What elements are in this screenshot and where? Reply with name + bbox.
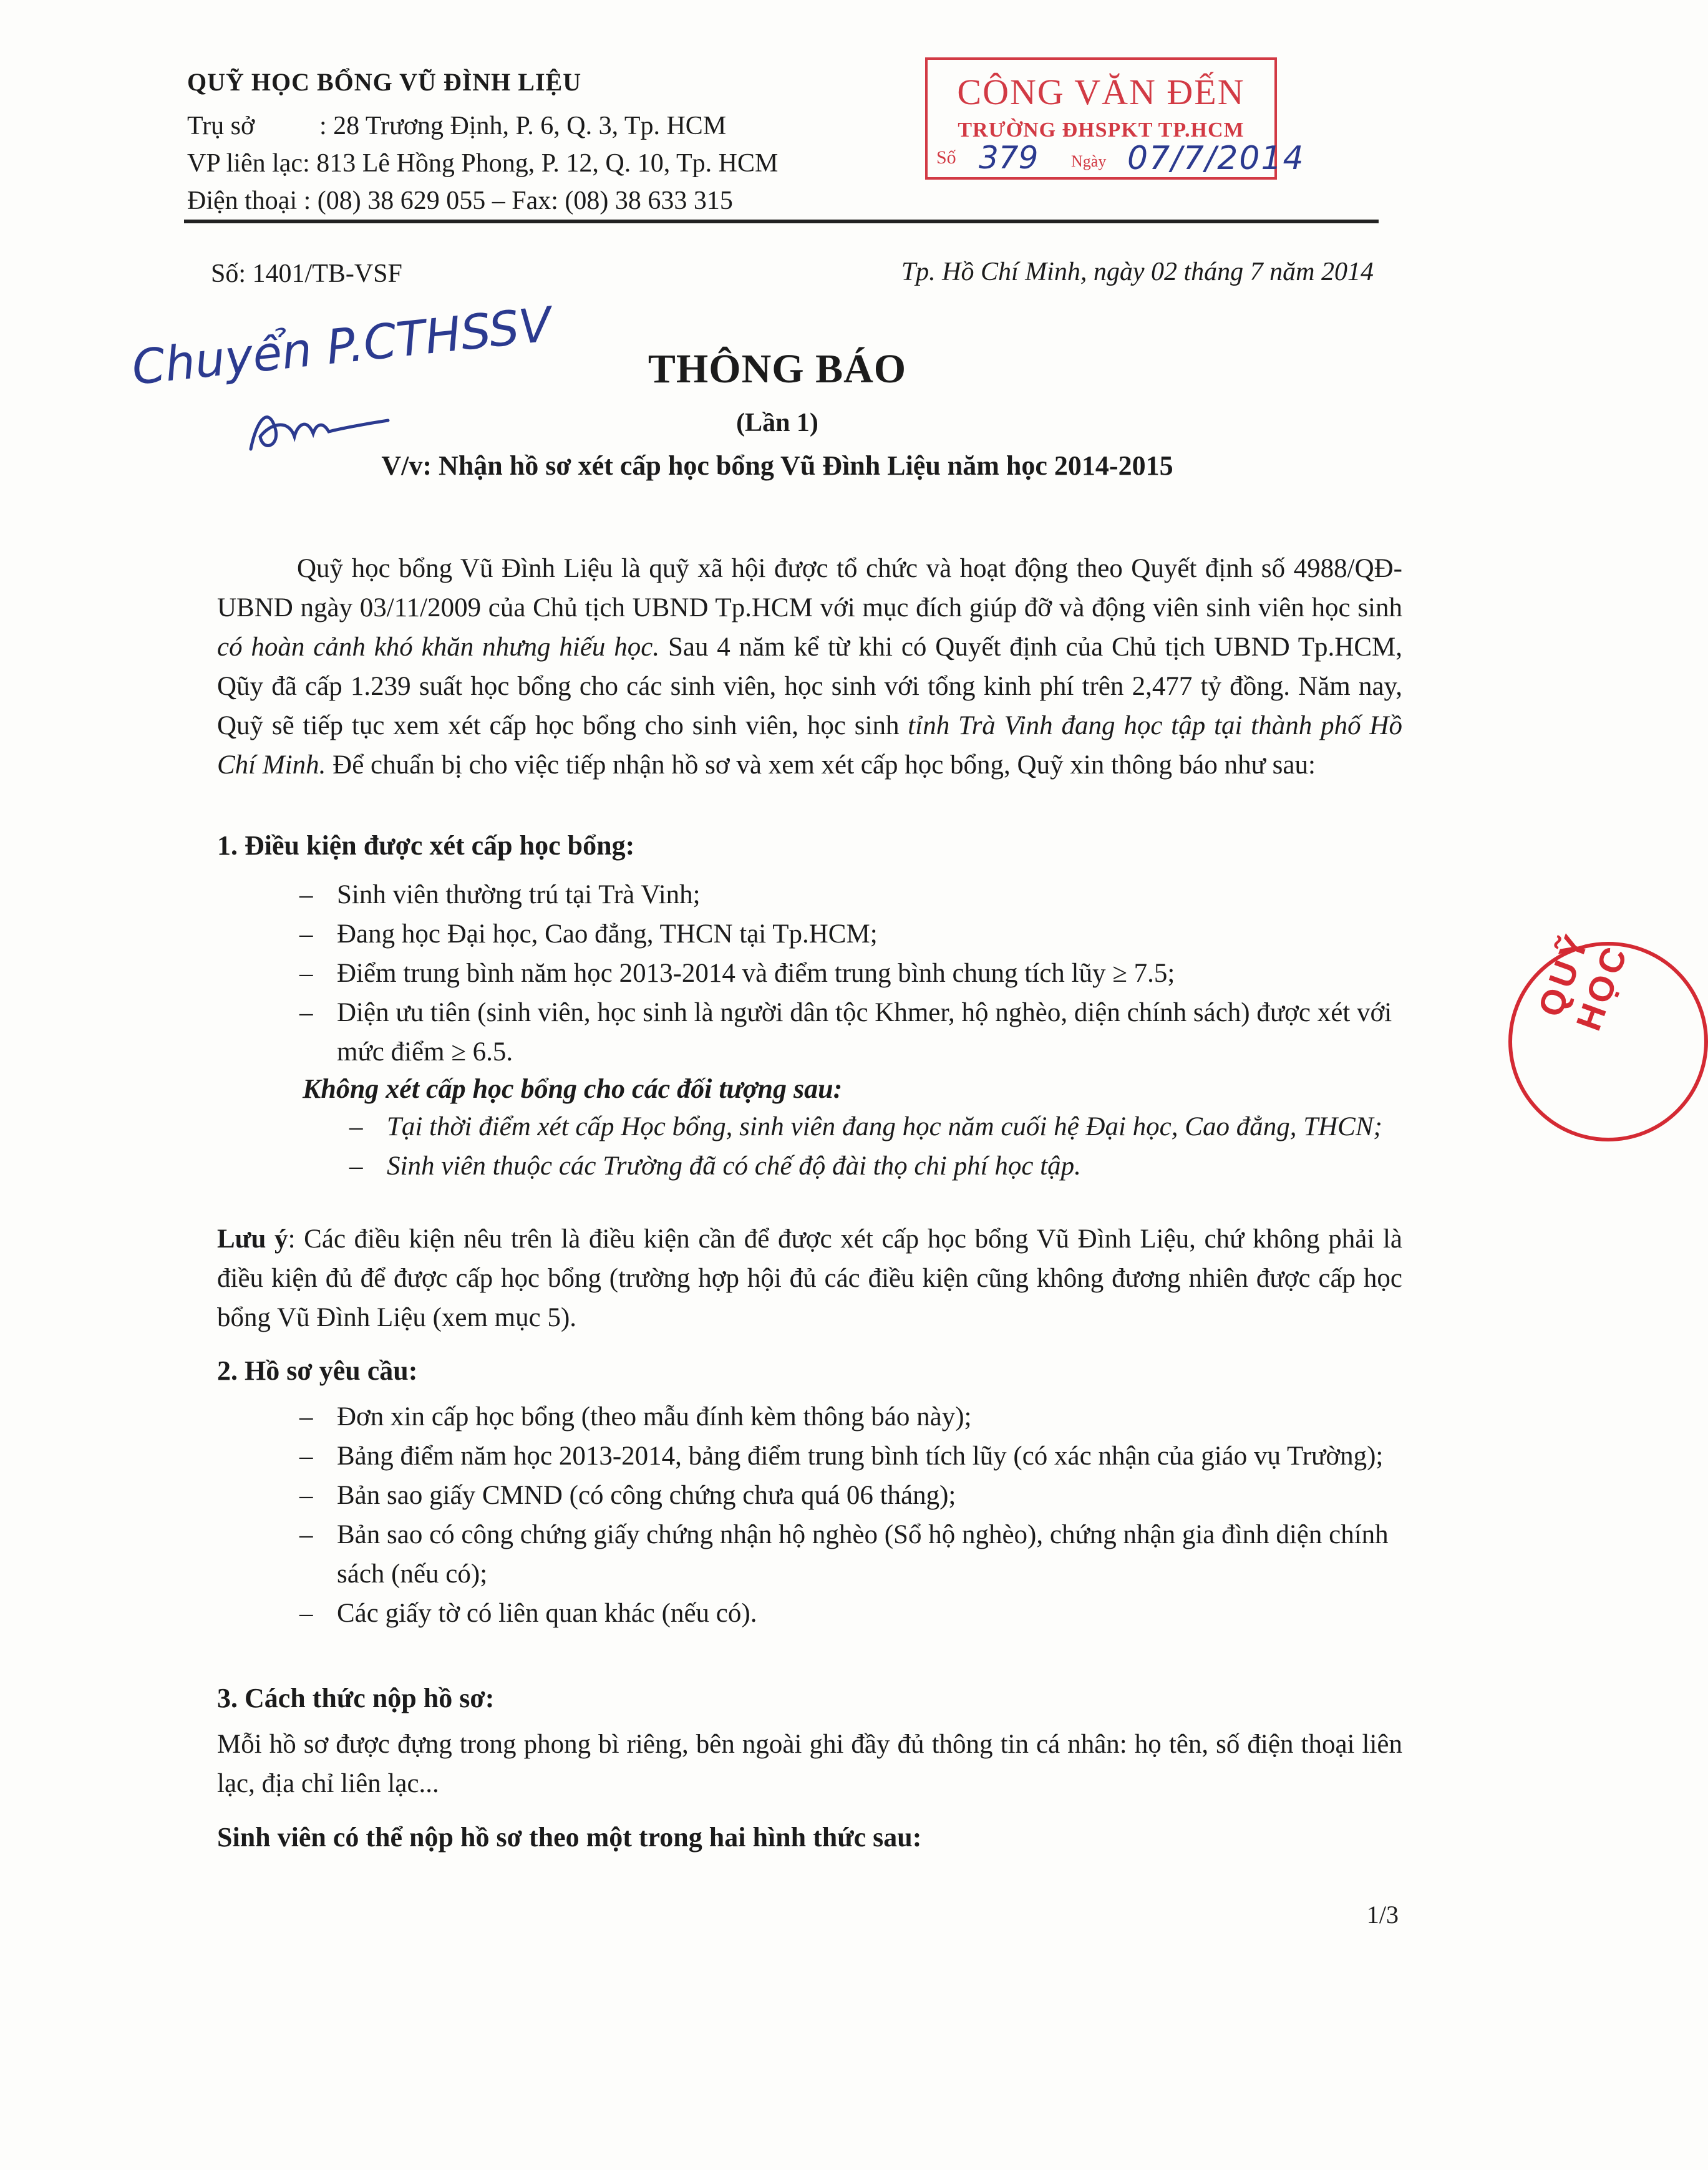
subject-line: V/v: Nhận hồ sơ xét cấp học bổng Vũ Đình Liệu năm học 2014-2015 — [381, 450, 1173, 481]
list-item: – Tại thời điểm xét cấp Học bổng, sinh viên đang học năm cuối hệ Đại học, Cao đẳng, THCN; — [349, 1107, 1410, 1146]
list-item: – Các giấy tờ có liên quan khác (nếu có). — [299, 1594, 1410, 1633]
organization-seal — [1508, 926, 1708, 1141]
list-item: – Bản sao có công chứng giấy chứng nhận hộ nghèo (Sổ hộ nghèo), chứng nhận gia đình diện chính sách (nếu có); — [299, 1515, 1410, 1594]
intro-italic-1: có hoàn cảnh khó khăn nhưng hiếu học. — [217, 632, 660, 662]
header-office — [187, 145, 778, 182]
note-text: : Các điều kiện nêu trên là điều kiện cần để được xét cấp học bổng Vũ Đình Liệu, chứ không phải là điều kiện đủ để được cấp học bổng (trường hợp hội đủ các điều kiện cũng không đương nhiên được cấp học bổng Vũ Đình Liệu (xem mục 5). — [217, 1224, 1402, 1332]
section2-list — [299, 1397, 1410, 1633]
header-address — [187, 107, 726, 145]
list-item: – Đơn xin cấp học bổng (theo mẫu đính kèm thông báo này); — [299, 1397, 1410, 1436]
list-item: – Bảng điểm năm học 2013-2014, bảng điểm trung bình tích lũy (có xác nhận của giáo vụ Trường); — [299, 1436, 1410, 1476]
header-value-tru-so: : 28 Trương Định, P. 6, Q. 3, Tp. HCM — [319, 112, 727, 140]
stamp-subtitle: TRƯỜNG ĐHSPKT TP.HCM — [958, 119, 1245, 142]
note-label: Lưu ý — [217, 1224, 288, 1254]
stamp-title: CÔNG VĂN ĐẾN — [957, 72, 1245, 112]
note-paragraph — [217, 1219, 1402, 1337]
header-divider — [184, 220, 1379, 223]
document-number: Số: 1401/TB-VSF — [211, 259, 402, 288]
intro-italic-2: tỉnh Trà Vinh đang học tập tại thành phố Hồ Chí Minh. — [217, 711, 1402, 780]
forms-heading: Sinh viên có thể nộp hồ sơ theo một trong hai hình thức sau: — [217, 1822, 922, 1853]
list-item: – Sinh viên thường trú tại Trà Vinh; — [299, 875, 1410, 914]
handwritten-note: Chuyển P.CTHSSV — [129, 296, 555, 396]
header-phone — [187, 182, 733, 220]
intro-text-2: Sau 4 năm kể từ khi có Quyết định của Chủ tịch UBND Tp.HCM, Qũy đã cấp 1.239 suất học bổng cho các sinh viên, học sinh với tổng kinh phí trên 2,477 tỷ đồng. Năm nay, Quỹ sẽ tiếp tục xem xét cấp học bổng cho sinh viên, học sinh — [217, 632, 1402, 740]
section3-text: Mỗi hồ sơ được đựng trong phong bì riêng, bên ngoài ghi đầy đủ thông tin cá nhân: họ tên, số điện thoại liên lạc, địa chỉ liên lạc... — [217, 1730, 1402, 1798]
exclude-list — [349, 1107, 1410, 1186]
header-label-vp: VP liên lạc — [187, 149, 303, 178]
intro-text-3: Để chuẩn bị cho việc tiếp nhận hồ sơ và xem xét cấp học bổng, Quỹ xin thông báo như sau: — [326, 750, 1316, 780]
list-item: – Diện ưu tiên (sinh viên, học sinh là người dân tộc Khmer, hộ nghèo, diện chính sách) được xét với mức điểm ≥ 6.5. — [299, 993, 1410, 1072]
stamp-ngay-label: Ngày — [1071, 152, 1107, 170]
intro-text-1: Quỹ học bổng Vũ Đình Liệu là quỹ xã hội được tổ chức và hoạt động theo Quyết định số 4988/QĐ-UBND ngày 03/11/2009 của Chủ tịch UBND Tp.HCM với mục đích giúp đỡ và động viên sinh viên học sinh — [217, 554, 1402, 622]
intro-paragraph — [217, 549, 1402, 785]
list-item: – Bản sao giấy CMND (có công chứng chưa quá 06 tháng); — [299, 1476, 1410, 1515]
org-name: QUỸ HỌC BỔNG VŨ ĐÌNH LIỆU — [187, 68, 582, 96]
stamp-so-value: 379 — [979, 140, 1039, 176]
list-item: – Sinh viên thuộc các Trường đã có chế độ đài thọ chi phí học tập. — [349, 1146, 1410, 1186]
stamp-so-label: Số — [936, 147, 956, 168]
title-lan: (Lần 1) — [736, 409, 818, 437]
exclude-heading: Không xét cấp học bổng cho các đối tượng sau: — [303, 1073, 843, 1104]
place-date: Tp. Hồ Chí Minh, ngày 02 tháng 7 năm 2014 — [901, 258, 1374, 286]
seal-text: QUỸ HỌC — [1530, 926, 1636, 1036]
section2-heading: 2. Hồ sơ yêu cầu: — [217, 1355, 418, 1386]
list-item: – Đang học Đại học, Cao đẳng, THCN tại Tp.HCM; — [299, 914, 1410, 954]
header-value-phone: : (08) 38 629 055 – Fax: (08) 38 633 315 — [303, 186, 733, 215]
header-label-phone: Điện thoại — [187, 186, 298, 215]
header-value-vp: : 813 Lê Hồng Phong, P. 12, Q. 10, Tp. HCM — [303, 149, 779, 178]
page-number: 1/3 — [1366, 1901, 1399, 1929]
incoming-stamp — [925, 57, 1305, 180]
list-item: – Điểm trung bình năm học 2013-2014 và điểm trung bình chung tích lũy ≥ 7.5; — [299, 954, 1410, 993]
section1-heading: 1. Điều kiện được xét cấp học bổng: — [217, 830, 635, 861]
header-label-tru-so: Trụ sở — [187, 112, 255, 140]
page-title: THÔNG BÁO — [648, 346, 907, 392]
section3-heading: 3. Cách thức nộp hồ sơ: — [217, 1683, 495, 1713]
stamp-date-value: 07/7/2014 — [1127, 140, 1305, 177]
section1-list — [299, 875, 1410, 1072]
